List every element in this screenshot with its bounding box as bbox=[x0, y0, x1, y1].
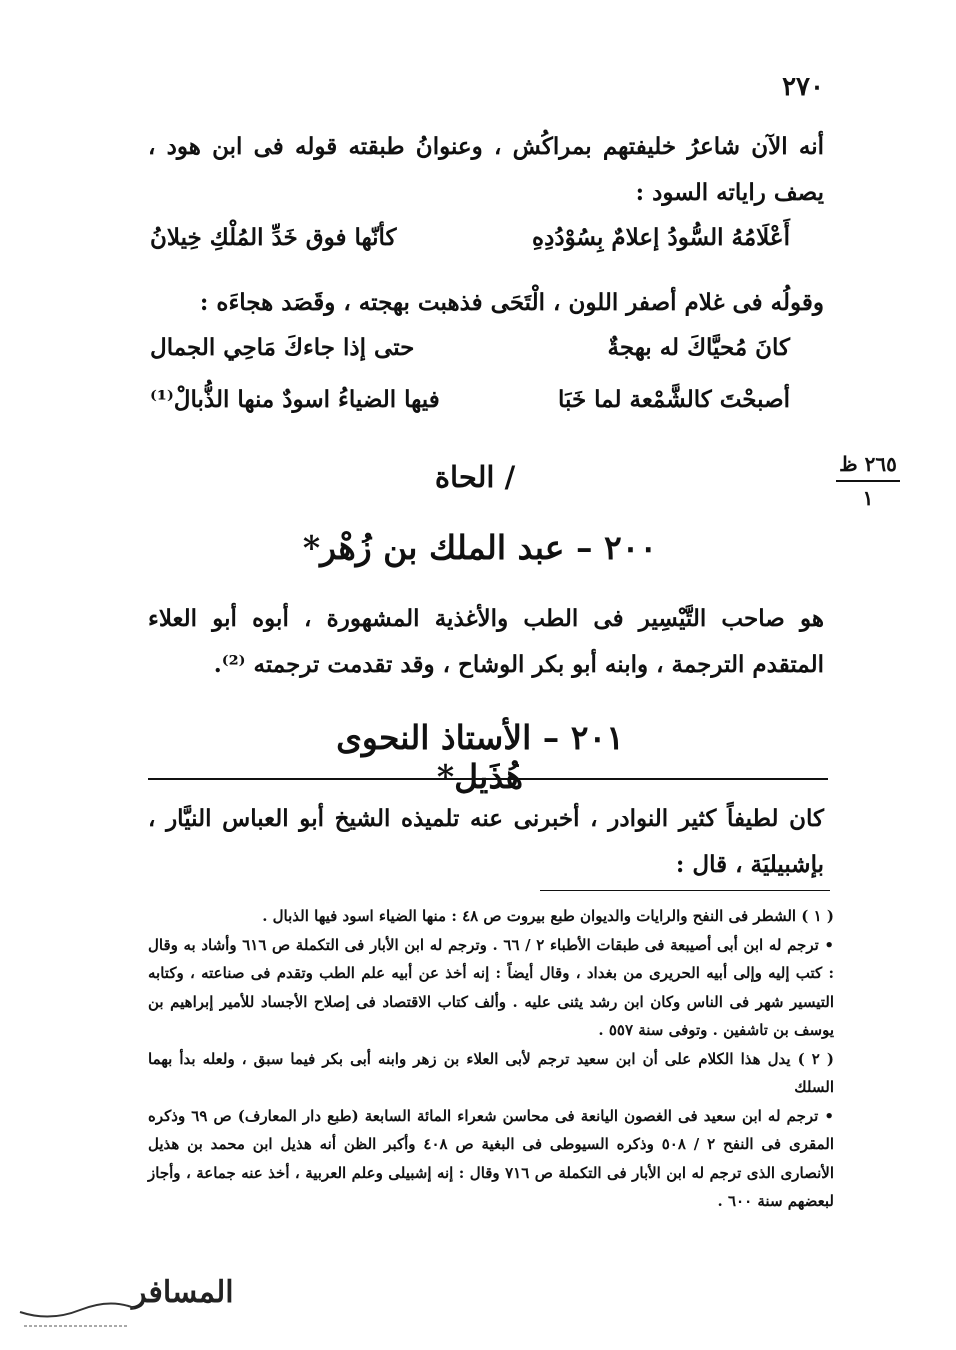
entry-200-text: هو صاحب التَّيْسِير فى الطب والأغذية المشهورة ، أبوه أبو العلاء المتقدم الترجمة ، وابنه أبو بكر الوشاح ، وقد تقدمت ترجمته ⁽²⁾. bbox=[148, 605, 824, 678]
entry-201-heading: ٢٠١ – الأستاذ النحوى هُذَيل* bbox=[336, 718, 624, 796]
margin-note-rule bbox=[836, 480, 900, 482]
footnote-separator bbox=[540, 890, 830, 891]
footnote-entry-201: • ترجم له ابن سعيد فى الغصون اليانعة فى محاسن شعراء المائة السابعة (طبع دار المعارف) ص ٦٩ وذكره المقرى فى النفح ٢ / ٥٠٨ وذكره السيوطى فى البغية ص ٤٠٨ وأكبر الظن أنه هذيل ابن محمد بن هذيل الأنصارى الذى ترجم له ابن الأبار فى التكملة ص ٧١٦ وقال : إنه إشبيلى وعلم العربية ، أخذ عنه جماعة ، وأجاز لبعضهم سنة ٦٠٠ . bbox=[148, 1106, 834, 1210]
margin-note-folio: ٢٦٥ ظ bbox=[839, 452, 897, 476]
margin-note bbox=[836, 452, 900, 510]
footnotes bbox=[148, 902, 834, 1216]
paragraph-2: وقولُه فى غلام أصفر اللون ، الْتَحَى فذهبت بهجته ، وقَصَد هجاءَه : bbox=[199, 289, 824, 316]
verse-3 bbox=[150, 386, 790, 413]
section-label: / الحاة bbox=[434, 460, 516, 494]
footnote-entry-200: • ترجم له ابن أبى أصيبعة فى طبقات الأطباء ٢ / ٦٦ . وترجم له ابن الأبار فى التكملة ص ٦١٦ وأشاد به وقال : كتب إليه وإلى أبيه الحريرى من بغداد ، وقال أيضاً : إنه أخذ عن أبيه علم الطب وتقدم فى صناعته ، وكتابه التيسير شهر فى الناس وكان ابن رشد يثنى عليه . وألف كتاب الاقتصاد فى إصلاح الأجساد للأمير إبراهيم بن يوسف بن تاشفين . وتوفى سنة ٥٥٧ . bbox=[148, 935, 834, 1039]
verse-1 bbox=[150, 224, 790, 251]
entry-200-heading: ٢٠٠ – عبد الملك بن زُهْر* bbox=[302, 528, 658, 567]
footnote-2: ( ٢ ) يدل هذا الكلام على أن ابن سعيد ترجم لأبى العلاء بن زهر وابنه أبى بكر فيما سبق ، ولعله بدأ بهما السلك bbox=[148, 1049, 834, 1096]
section-separator bbox=[148, 778, 828, 780]
library-stamp bbox=[10, 1260, 234, 1340]
stamp-text: المسافر bbox=[132, 1275, 234, 1310]
stamp-logo-icon bbox=[10, 1260, 234, 1340]
margin-note-number: ١ bbox=[862, 486, 874, 510]
verse-2 bbox=[150, 334, 790, 361]
verse-2-first-hemistich: كانَ مُحيَّاكَ له بهجةٌ bbox=[607, 334, 790, 361]
verse-3-second-hemistich: فيها الضياءُ اسودٌ منها الذُّبالْ⁽¹⁾ bbox=[150, 386, 440, 413]
footnote-1: ( ١ ) الشطر فى النفح والرايات والديوان طبع بيروت ص ٤٨ : منها الضياء اسود فيها الذبال . bbox=[262, 907, 834, 925]
verse-2-second-hemistich: حتى إذا جاءكَ مَاحِي الجمال bbox=[150, 334, 415, 361]
verse-1-first-hemistich: أَعْلَامُهُ السُّودُ إعلامٌ بِسُوْدُدِهِ bbox=[532, 224, 790, 251]
intro-paragraph: أنه الآن شاعرُ خليفتهم بمراكُش ، وعنوانُ طبقته قوله فى ابن هود ، يصف راياته السود : bbox=[148, 133, 824, 206]
entry-201-text: كان لطيفاً كثير النوادر ، أخبرنى عنه تلميذه الشيخ أبو العباس النيَّار ، بإشبيليَة ، قال : bbox=[148, 805, 824, 878]
verse-3-first-hemistich: أصبحْتَ كالشَّمْعة لما خَبَا bbox=[558, 386, 790, 413]
page-number: ٢٧٠ bbox=[782, 72, 824, 102]
verse-1-second-hemistich: كأنّها فوق خَدِّ المُلْكِ خِيلانُ bbox=[150, 224, 397, 251]
